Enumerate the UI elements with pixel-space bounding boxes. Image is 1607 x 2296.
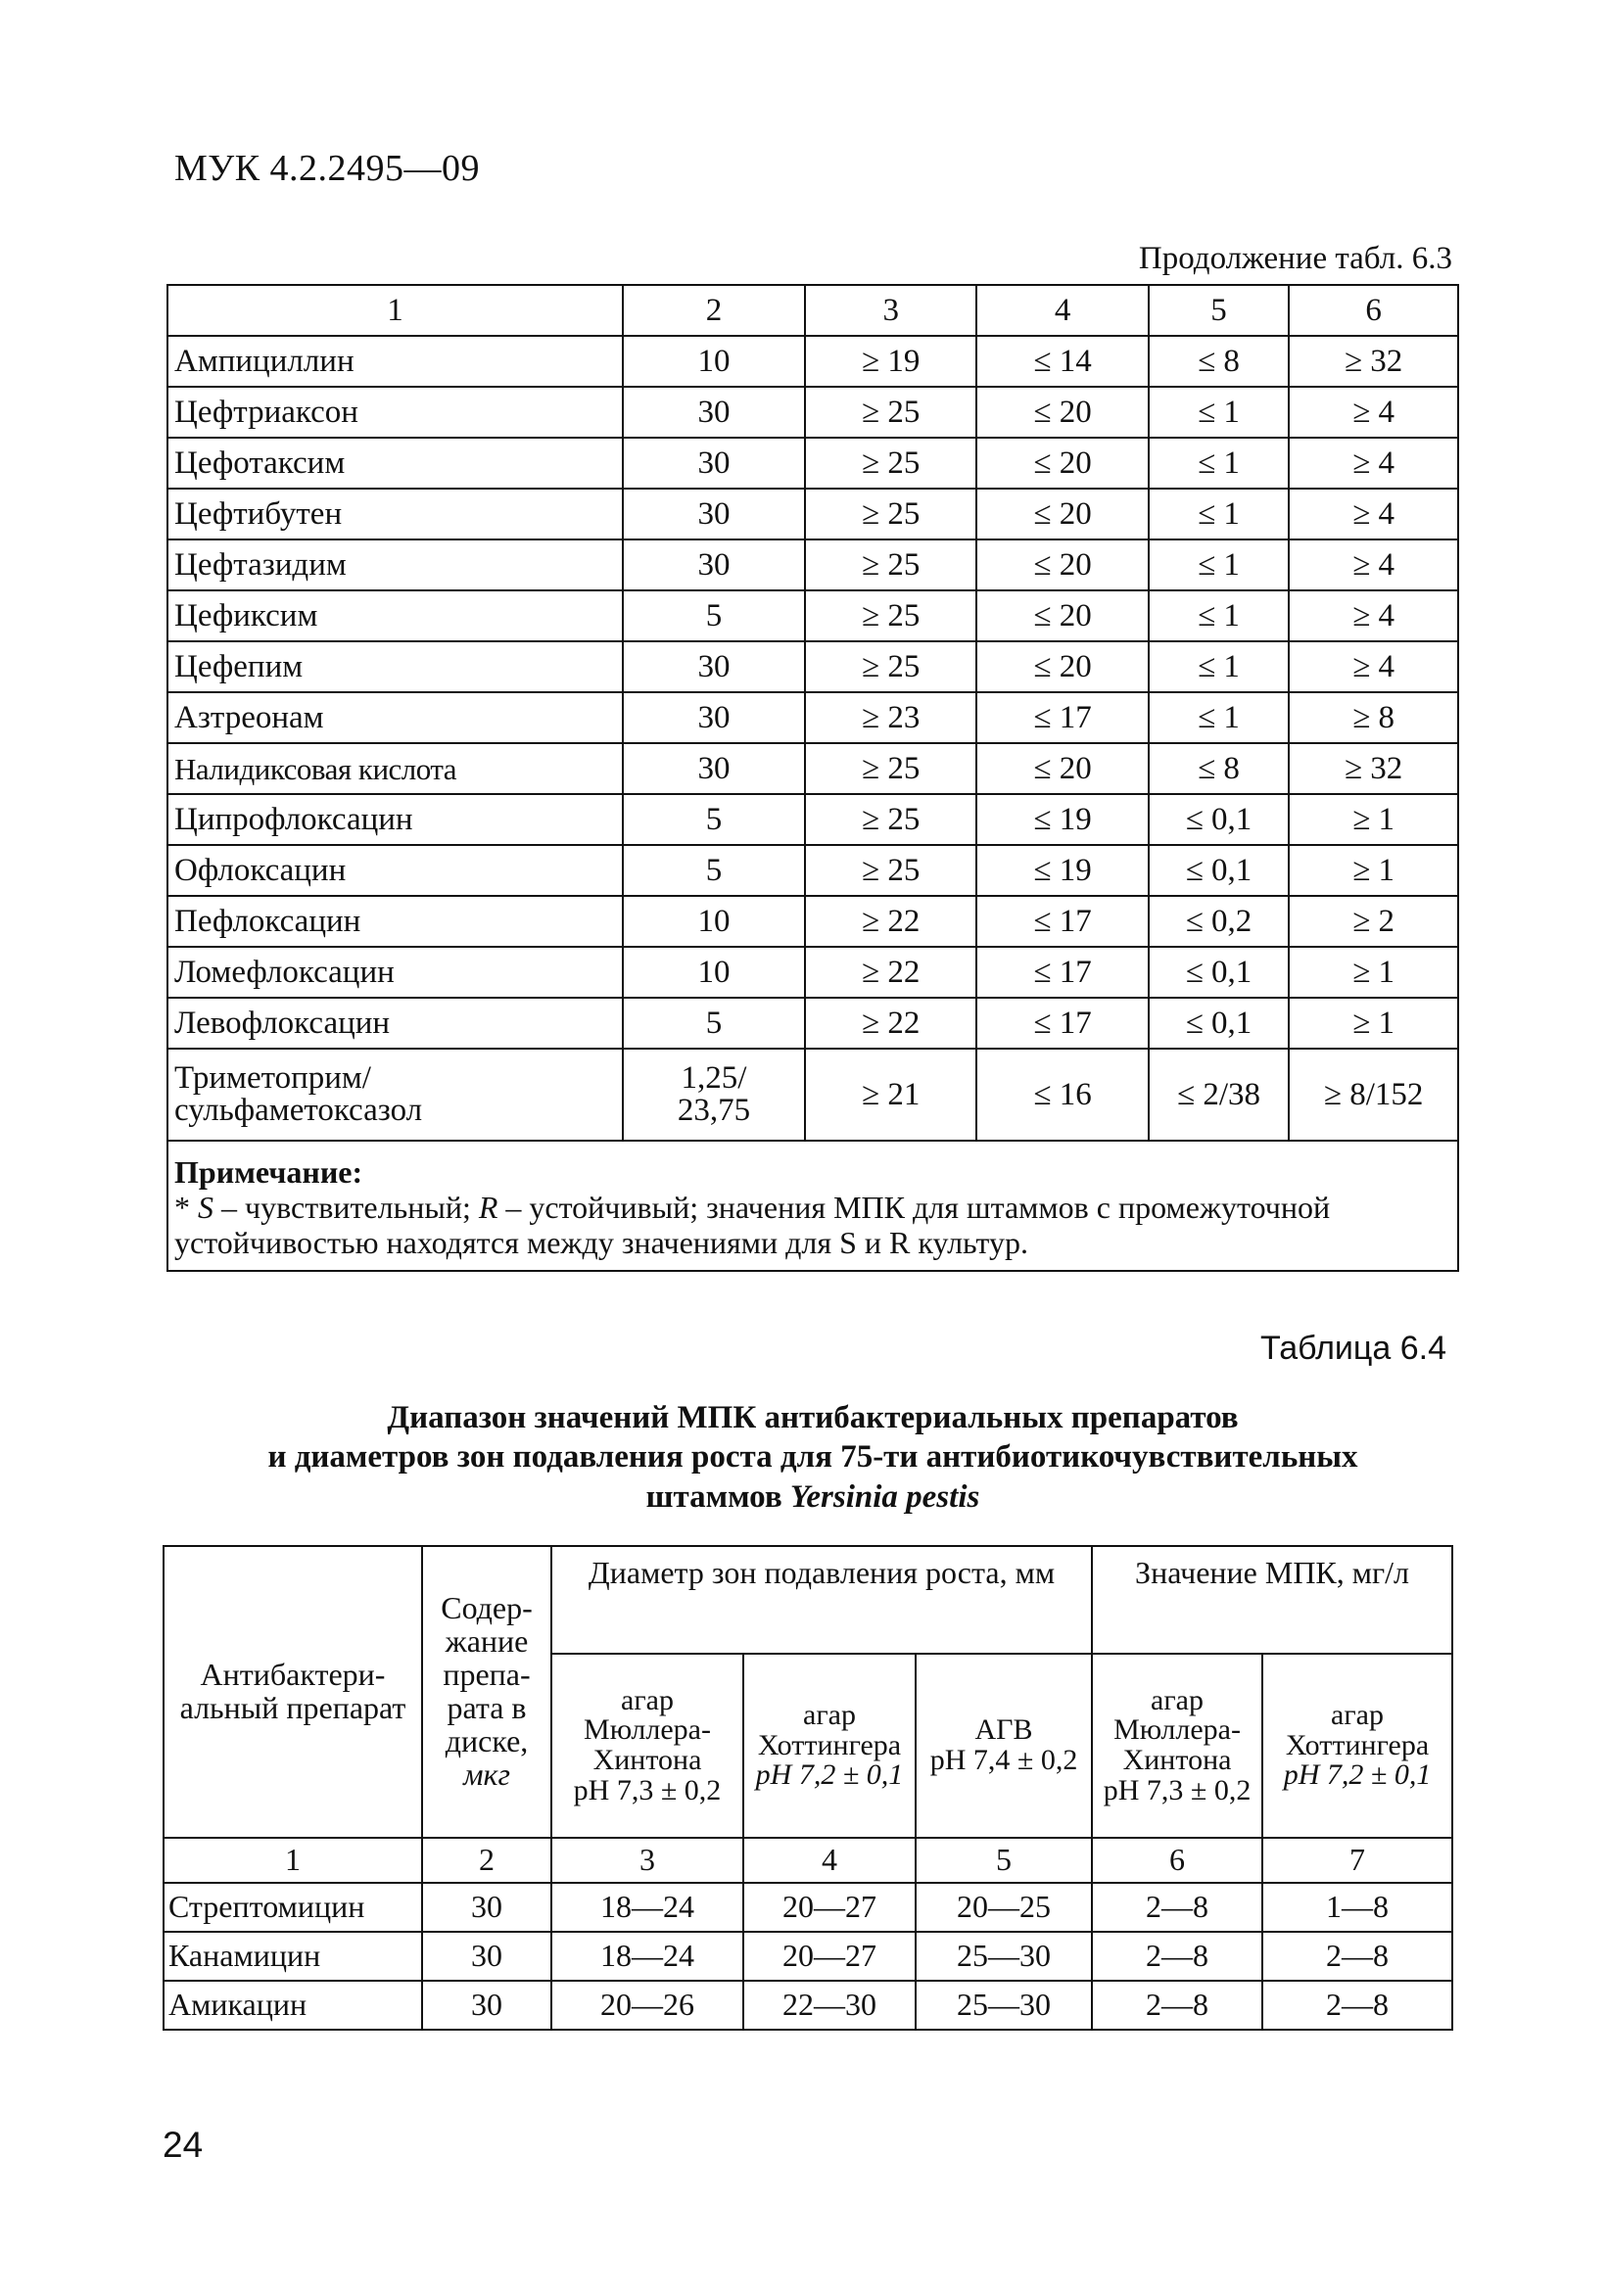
mic-mueller-hinton: 2—8 <box>1092 1932 1262 1981</box>
subheader-medium: агар Мюллера-Хинтона <box>584 1683 711 1776</box>
zone-agv: 25—30 <box>916 1932 1092 1981</box>
mic-r: ≥ 4 <box>1289 489 1458 539</box>
table-title-line: и диаметров зон подавления роста для 75-ти антибиотикочувствительных <box>267 1439 1358 1476</box>
table-row <box>167 896 1458 947</box>
column-number: 2 <box>623 285 805 336</box>
zone-r: ≤ 20 <box>976 387 1148 438</box>
table-6-3 <box>166 284 1459 1272</box>
table-row <box>164 1932 1452 1981</box>
disk-content: 30 <box>623 539 805 590</box>
table-row <box>164 1883 1452 1932</box>
disk-content: 30 <box>623 489 805 539</box>
disk-content: 30 <box>623 438 805 489</box>
mic-hottinger: 2—8 <box>1262 1932 1452 1981</box>
drug-name: Офлоксацин <box>167 845 623 896</box>
zone-s: ≥ 22 <box>805 896 976 947</box>
table-note <box>167 1141 1458 1271</box>
disk-content: 10 <box>623 896 805 947</box>
zone-s: ≥ 25 <box>805 539 976 590</box>
disk-content <box>623 1049 805 1141</box>
note-text-part: – чувствительный; <box>213 1189 479 1225</box>
table-header-row <box>167 285 1458 336</box>
mic-r: ≥ 32 <box>1289 336 1458 387</box>
disk-content: 5 <box>623 845 805 896</box>
subheader-hottinger-mic <box>1262 1654 1452 1838</box>
drug-name: Цефотаксим <box>167 438 623 489</box>
drug-name: Ампициллин <box>167 336 623 387</box>
disk-content: 5 <box>623 590 805 641</box>
table-row <box>167 1049 1458 1141</box>
mic-s: ≤ 0,1 <box>1149 998 1289 1049</box>
drug-name: Стрептомицин <box>164 1883 422 1932</box>
column-number: 3 <box>551 1838 743 1883</box>
drug-name: Амикацин <box>164 1981 422 2030</box>
mic-r: ≥ 2 <box>1289 896 1458 947</box>
zone-mueller-hinton: 18—24 <box>551 1932 743 1981</box>
disk-content: 5 <box>623 794 805 845</box>
drug-name: Цефепим <box>167 641 623 692</box>
header-drug: Антибактери-альный препарат <box>164 1546 422 1838</box>
zone-hottinger: 20—27 <box>743 1883 916 1932</box>
table-title-line <box>166 1477 1459 1517</box>
column-number: 6 <box>1092 1838 1262 1883</box>
page-number: 24 <box>163 2125 204 2165</box>
subheader-medium: агар Мюллера-Хинтона <box>1113 1683 1241 1776</box>
zone-hottinger: 22—30 <box>743 1981 916 2030</box>
zone-s: ≥ 25 <box>805 590 976 641</box>
subheader-ph: pH 7,2 ± 0,1 <box>1283 1758 1432 1792</box>
mic-s: ≤ 0,2 <box>1149 896 1289 947</box>
mic-s: ≤ 2/38 <box>1149 1049 1289 1141</box>
zone-r: ≤ 19 <box>976 794 1148 845</box>
table-row <box>167 692 1458 743</box>
zone-s: ≥ 25 <box>805 743 976 794</box>
zone-r: ≤ 17 <box>976 896 1148 947</box>
table-title <box>166 1398 1459 1517</box>
table-label: Таблица 6.4 <box>1259 1330 1446 1367</box>
disk-content: 30 <box>422 1932 551 1981</box>
mic-s: ≤ 1 <box>1149 590 1289 641</box>
zone-s: ≥ 19 <box>805 336 976 387</box>
zone-r: ≤ 17 <box>976 947 1148 998</box>
note-star: * <box>174 1189 198 1225</box>
subheader-ph: pH 7,4 ± 0,2 <box>929 1744 1078 1776</box>
mic-mueller-hinton: 2—8 <box>1092 1981 1262 2030</box>
mic-r: ≥ 4 <box>1289 387 1458 438</box>
note-r-letter: R <box>478 1189 498 1225</box>
zone-s: ≥ 25 <box>805 641 976 692</box>
mic-r: ≥ 1 <box>1289 845 1458 896</box>
disk-content: 30 <box>623 692 805 743</box>
mic-s: ≤ 1 <box>1149 641 1289 692</box>
zone-r: ≤ 19 <box>976 845 1148 896</box>
zone-s: ≥ 25 <box>805 387 976 438</box>
table-row <box>167 794 1458 845</box>
mic-r: ≥ 8 <box>1289 692 1458 743</box>
zone-s: ≥ 25 <box>805 489 976 539</box>
table-row <box>164 1981 1452 2030</box>
drug-name <box>167 1049 623 1141</box>
column-number: 5 <box>916 1838 1092 1883</box>
column-number: 1 <box>167 285 623 336</box>
drug-name: Цефтриаксон <box>167 387 623 438</box>
subheader-mueller-hinton-mic <box>1092 1654 1262 1838</box>
mic-s: ≤ 0,1 <box>1149 794 1289 845</box>
mic-s: ≤ 1 <box>1149 438 1289 489</box>
mic-r: ≥ 4 <box>1289 641 1458 692</box>
note-text-part: – устойчивый; значения МПК для штаммов с промежуточной устойчивостью находятся между значениями для S и R культур. <box>174 1189 1331 1260</box>
subheader-medium: агар Хоттингера <box>1285 1699 1430 1761</box>
zone-r: ≤ 17 <box>976 998 1148 1049</box>
zone-r: ≤ 20 <box>976 539 1148 590</box>
header-content-text: Содер-жание препа-рата в диске, <box>441 1590 533 1758</box>
disk-content: 10 <box>623 336 805 387</box>
subheader-hottinger <box>743 1654 916 1838</box>
zone-s: ≥ 22 <box>805 998 976 1049</box>
zone-r: ≤ 20 <box>976 641 1148 692</box>
disk-content: 5 <box>623 998 805 1049</box>
table-row <box>167 947 1458 998</box>
column-number: 4 <box>976 285 1148 336</box>
drug-name: Налидиксовая кислота <box>167 743 623 794</box>
disk-content: 10 <box>623 947 805 998</box>
table-row <box>167 489 1458 539</box>
disk-content: 30 <box>623 387 805 438</box>
mic-r: ≥ 4 <box>1289 590 1458 641</box>
header-content <box>422 1546 551 1838</box>
mic-r: ≥ 4 <box>1289 539 1458 590</box>
mic-s: ≤ 1 <box>1149 539 1289 590</box>
subheader-ph: pH 7,3 ± 0,2 <box>573 1773 722 1806</box>
disk-content: 30 <box>422 1883 551 1932</box>
table-row <box>167 743 1458 794</box>
zone-agv: 20—25 <box>916 1883 1092 1932</box>
subheader-ph: pH 7,2 ± 0,1 <box>755 1758 904 1792</box>
disk-content: 30 <box>623 743 805 794</box>
mic-r: ≥ 32 <box>1289 743 1458 794</box>
table-row <box>167 845 1458 896</box>
subheader-medium: агар Хоттингера <box>757 1699 902 1761</box>
table-row <box>167 438 1458 489</box>
mic-r: ≥ 8/152 <box>1289 1049 1458 1141</box>
mic-r: ≥ 4 <box>1289 438 1458 489</box>
dose-line: 1,25/ <box>681 1060 747 1096</box>
note-text <box>174 1191 1451 1261</box>
drug-name-line: Триметоприм/ <box>174 1060 371 1096</box>
subheader-ph: pH 7,3 ± 0,2 <box>1103 1773 1252 1806</box>
table-title-prefix: штаммов <box>645 1478 790 1515</box>
mic-s: ≤ 8 <box>1149 336 1289 387</box>
mic-s: ≤ 1 <box>1149 692 1289 743</box>
mic-s: ≤ 1 <box>1149 489 1289 539</box>
zone-hottinger: 20—27 <box>743 1932 916 1981</box>
mic-hottinger: 2—8 <box>1262 1981 1452 2030</box>
zone-s: ≥ 25 <box>805 794 976 845</box>
zone-r: ≤ 17 <box>976 692 1148 743</box>
table-note-row <box>167 1141 1458 1271</box>
mic-s: ≤ 0,1 <box>1149 845 1289 896</box>
zone-r: ≤ 20 <box>976 590 1148 641</box>
column-number: 5 <box>1149 285 1289 336</box>
table-row <box>167 336 1458 387</box>
mic-mueller-hinton: 2—8 <box>1092 1883 1262 1932</box>
header-diameter: Диаметр зон подавления роста, мм <box>551 1546 1092 1654</box>
drug-name: Канамицин <box>164 1932 422 1981</box>
table-row <box>167 641 1458 692</box>
column-number: 1 <box>164 1838 422 1883</box>
mic-s: ≤ 8 <box>1149 743 1289 794</box>
drug-name: Ломефлоксацин <box>167 947 623 998</box>
zone-r: ≤ 20 <box>976 438 1148 489</box>
note-title: Примечание: <box>174 1154 363 1190</box>
species-name: Yersinia pestis <box>789 1478 980 1515</box>
header-mic: Значение МПК, мг/л <box>1092 1546 1452 1654</box>
drug-name-line: сульфаметоксазол <box>174 1093 423 1128</box>
drug-name: Цефиксим <box>167 590 623 641</box>
zone-mueller-hinton: 18—24 <box>551 1883 743 1932</box>
zone-mueller-hinton: 20—26 <box>551 1981 743 2030</box>
subheader-agv <box>916 1654 1092 1838</box>
zone-s: ≥ 22 <box>805 947 976 998</box>
drug-name: Левофлоксацин <box>167 998 623 1049</box>
mic-s: ≤ 0,1 <box>1149 947 1289 998</box>
drug-name: Ципрофлоксацин <box>167 794 623 845</box>
drug-name: Цефтибутен <box>167 489 623 539</box>
table-title-line: Диапазон значений МПК антибактериальных препаратов <box>387 1400 1239 1435</box>
document-code: МУК 4.2.2495—09 <box>174 148 481 189</box>
zone-r: ≤ 20 <box>976 489 1148 539</box>
drug-name: Пефлоксацин <box>167 896 623 947</box>
column-number: 3 <box>805 285 976 336</box>
column-number: 2 <box>422 1838 551 1883</box>
table-6-4 <box>163 1545 1453 2031</box>
drug-name: Цефтазидим <box>167 539 623 590</box>
mic-s: ≤ 1 <box>1149 387 1289 438</box>
disk-content: 30 <box>623 641 805 692</box>
zone-s: ≥ 25 <box>805 845 976 896</box>
subheader-medium: АГВ <box>974 1713 1033 1747</box>
subheader-mueller-hinton <box>551 1654 743 1838</box>
mic-r: ≥ 1 <box>1289 998 1458 1049</box>
table-continuation-label: Продолжение табл. 6.3 <box>1138 241 1452 276</box>
drug-name: Азтреонам <box>167 692 623 743</box>
column-number: 4 <box>743 1838 916 1883</box>
note-s-letter: S <box>198 1189 213 1225</box>
table-row <box>167 387 1458 438</box>
dose-line: 23,75 <box>677 1093 751 1128</box>
mic-r: ≥ 1 <box>1289 947 1458 998</box>
zone-agv: 25—30 <box>916 1981 1092 2030</box>
header-content-unit: мкг <box>463 1756 510 1792</box>
table-row <box>167 590 1458 641</box>
zone-s: ≥ 21 <box>805 1049 976 1141</box>
column-number: 7 <box>1262 1838 1452 1883</box>
table-header-row <box>164 1546 1452 1654</box>
zone-s: ≥ 25 <box>805 438 976 489</box>
table-row <box>167 998 1458 1049</box>
table-row <box>167 539 1458 590</box>
disk-content: 30 <box>422 1981 551 2030</box>
zone-s: ≥ 23 <box>805 692 976 743</box>
zone-r: ≤ 16 <box>976 1049 1148 1141</box>
column-number: 6 <box>1289 285 1458 336</box>
zone-r: ≤ 20 <box>976 743 1148 794</box>
mic-hottinger: 1—8 <box>1262 1883 1452 1932</box>
zone-r: ≤ 14 <box>976 336 1148 387</box>
mic-r: ≥ 1 <box>1289 794 1458 845</box>
table-number-row <box>164 1838 1452 1883</box>
